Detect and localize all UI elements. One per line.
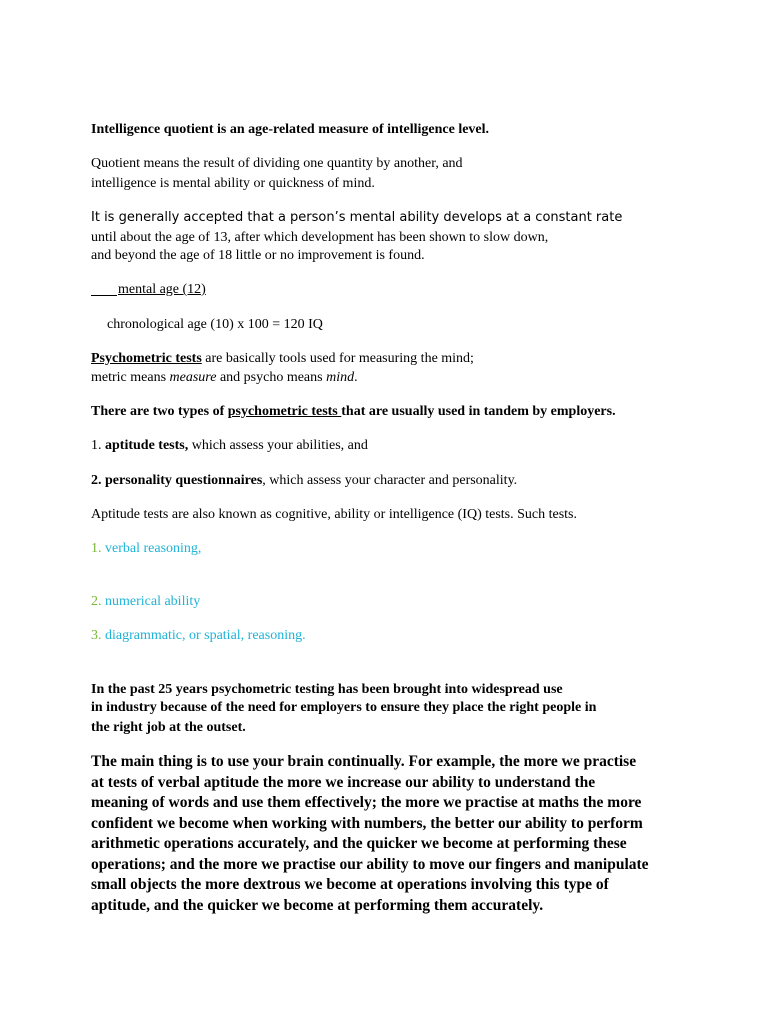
aptitude-list-label: verbal reasoning,: [101, 541, 202, 556]
aptitude-list-item: [91, 593, 200, 610]
conclusion-line: aptitude, and the quicker we become at performing them accurately.: [91, 897, 544, 914]
etymology-part-a: metric means: [91, 370, 170, 385]
conclusion-line: confident we become when working with numbers, the better our ability to perform: [91, 815, 643, 832]
aptitude-list-number: 1.: [91, 541, 102, 556]
psychometric-term: Psychometric tests: [91, 351, 202, 366]
aptitude-list-label: diagrammatic, or spatial, reasoning.: [101, 628, 306, 643]
etymology-end: .: [354, 370, 358, 385]
test-types-intro-a: There are two types of: [91, 404, 228, 419]
psychometric-definition: [91, 350, 474, 367]
test-type-1-number: 1.: [91, 438, 105, 453]
test-type-2-description: , which assess your character and personality.: [262, 473, 518, 488]
conclusion-line: The main thing is to use your brain continually. For example, the more we practise: [91, 753, 637, 770]
aptitude-list-number: 3.: [91, 628, 102, 643]
aptitude-tests-note: Aptitude tests are also known as cognitive, ability or intelligence (IQ) tests. Such tests.: [91, 507, 578, 522]
aptitude-list-item: [91, 540, 201, 557]
psychometric-tests-link[interactable]: psychometric tests: [227, 404, 342, 419]
development-line-1-text: It is generally accepted that a person’s mental ability develops at a constant rate: [91, 210, 623, 225]
document-heading: Intelligence quotient is an age-related measure of intelligence level.: [91, 122, 490, 137]
test-types-intro-b: that are usually used in tandem by employers.: [341, 404, 616, 419]
aptitude-list-label: numerical ability: [101, 594, 201, 609]
test-types-intro: [91, 403, 616, 420]
quotient-definition-line-1: Quotient means the result of dividing one quantity by another, and: [91, 156, 463, 171]
test-type-1-term: aptitude tests,: [105, 438, 189, 453]
etymology-mind: mind: [326, 370, 355, 385]
test-type-2-term: 2. personality questionnaires: [91, 473, 263, 488]
test-type-item-2: [91, 472, 517, 489]
etymology-measure: measure: [169, 370, 217, 385]
conclusion-line: arithmetic operations accurately, and the quicker we become at performing these: [91, 835, 627, 852]
development-line-2: until about the age of 13, after which development has been shown to slow down,: [91, 230, 549, 245]
formula-fraction-bar: [91, 295, 117, 296]
conclusion-line: at tests of verbal aptitude the more we increase our ability to understand the: [91, 774, 596, 791]
development-line-3: and beyond the age of 18 little or no improvement is found.: [91, 248, 425, 263]
quotient-definition-line-2: intelligence is mental ability or quickness of mind.: [91, 176, 375, 191]
formula-numerator: [118, 281, 206, 298]
psychometric-definition-rest: are basically tools used for measuring the mind;: [201, 351, 474, 366]
history-line-1: In the past 25 years psychometric testing has been brought into widespread use: [91, 682, 563, 697]
aptitude-list-number: 2.: [91, 594, 102, 609]
development-line-1: [91, 209, 622, 226]
aptitude-list-item: [91, 627, 306, 644]
test-type-item-1: [91, 437, 368, 454]
history-line-2: in industry because of the need for employers to ensure they place the right people in: [91, 700, 597, 715]
conclusion-line: meaning of words and use them effectively; the more we practise at maths the more: [91, 794, 642, 811]
etymology-part-b: and psycho means: [216, 370, 327, 385]
conclusion-line: small objects the more dextrous we become at operations involving this type of: [91, 876, 609, 893]
conclusion-line: operations; and the more we practise our ability to move our fingers and manipulate: [91, 856, 649, 873]
formula-numerator-text: mental age (12): [118, 282, 206, 297]
formula-denominator: chronological age (10) x 100 = 120 IQ: [107, 317, 323, 332]
history-line-3: the right job at the outset.: [91, 720, 246, 735]
psychometric-etymology: [91, 369, 358, 386]
test-type-1-description: which assess your abilities, and: [188, 438, 368, 453]
